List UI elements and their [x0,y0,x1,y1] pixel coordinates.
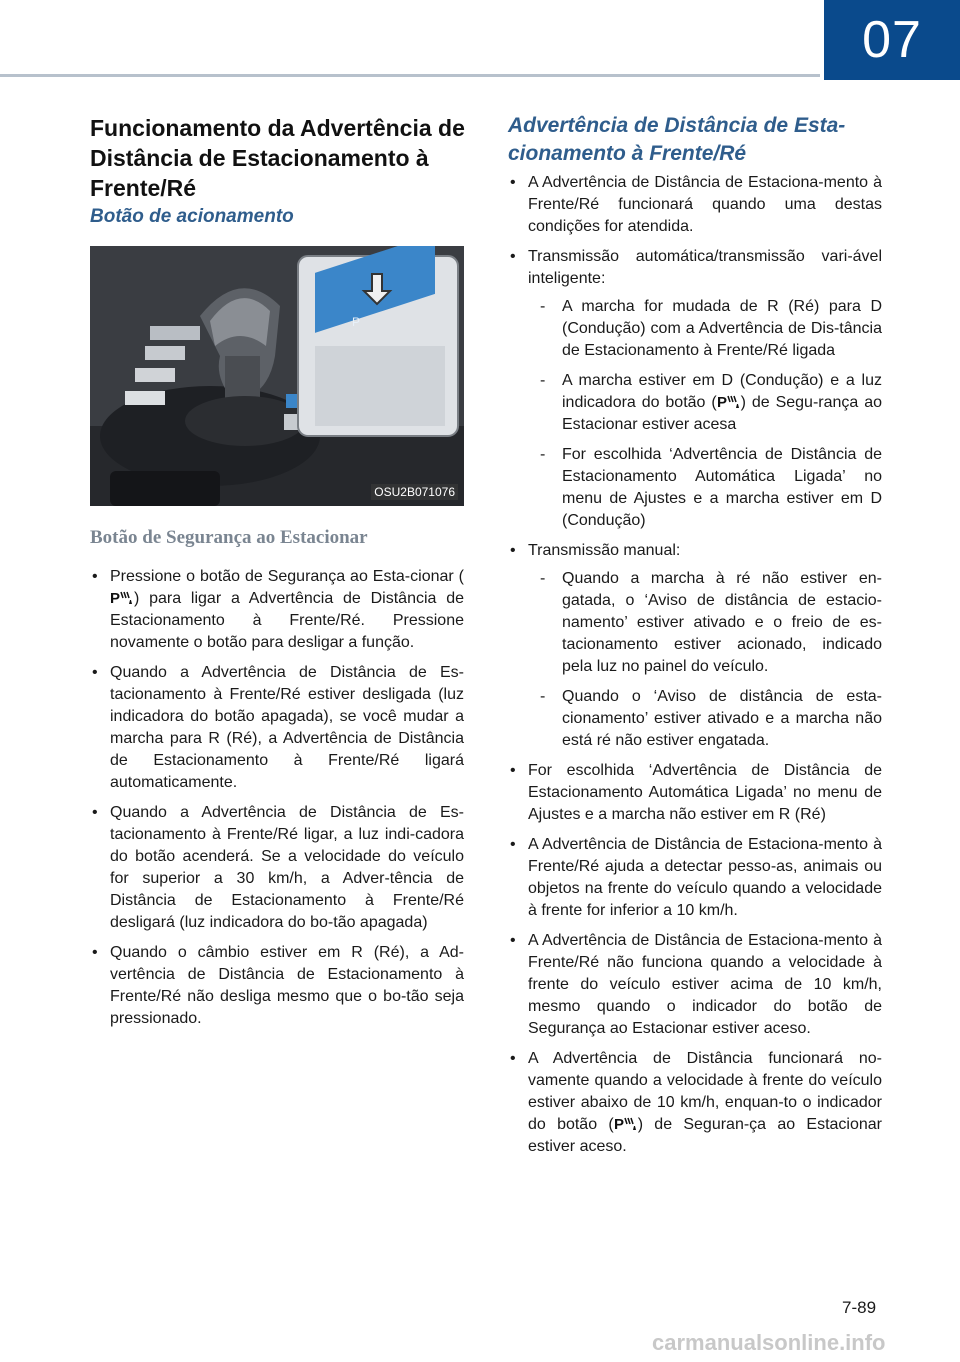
svg-text:P: P [613,1116,624,1131]
list-item: • Quando o câmbio estiver em R (Ré), a Ad-vertência de Distância de Estacionamento à Frente/Ré não desliga mesmo que o bo-tão seja pressionado. [92,944,464,1027]
safety-button-heading: Botão de Segurança ao Estacionar [90,527,368,548]
list-item: • A Advertência de Distância de Estaciona-mento à Frente/Ré não funciona quando a velocidade à frente do veículo estiver acima de 10 km/h, mesmo quando o indicador do botão de Segurança ao Estacionar estiver aceso. [510,932,882,1037]
sub-list-item: - A marcha estiver em D (Condução) e a luz indicadora do botão ( P ) de Segu-rança ao Estacionar estiver acesa [540,372,882,433]
parking-safety-icon [110,589,134,605]
svg-text:P: P [110,590,121,605]
list-item: • Quando a Advertência de Distância de Es-tacionamento à Frente/Ré estiver desligada (luz indicadora do botão apagada), se você mudar a marcha para R (Ré), a Advertência de Distância de Estacionamento à Frente/Ré ligará automaticamente. [92,664,464,791]
page-number: 7-89 [842,1298,877,1317]
section-title: Funcionamento da Advertência de Distância de Estacionamento à Frente/Ré [90,115,465,201]
list-item: • Transmissão automática/transmissão vari-ável inteligente: - A marcha for mudada de R (Ré) para D (Condução) com a Advertência de Dis-tância de Estacionamento à Frente/Ré ligada - A marcha estiver em D (Condução) e a luz indicadora do botão ( P ) de Segu-rança ao Estacionar estiver acesa - For escolhida ‘Advertência de Distância de Estacionamento Automática Ligada’ no menu de Ajustes e a marcha estiver em D (Condução) [508,246,882,532]
list-item: • For escolhida ‘Advertência de Distância de Estacionamento Automática Ligada’ no menu de Ajustes e a marcha não estiver em R (Ré) [510,762,882,823]
right-bullet-list [508,172,882,1166]
svg-text:P: P [352,315,361,329]
left-bullet-list [90,566,464,1038]
sub-list-item: - Quando a marcha à ré não estiver en-gatada, o ‘Aviso de distância de estacio-namento’ estiver ativado e o freio de es-tacionamento estiver acionado, indicado pela luz no painel do veículo. [540,570,882,675]
list-item: • Transmissão manual: - Quando a marcha à ré não estiver en-gatada, o ‘Aviso de distância de estacio-namento’ estiver ativado e o freio de es-tacionamento estiver acionado, indicado pela luz no painel do veículo. - Quando o ‘Aviso de distância de esta-cionamento’ estiver ativado e a marcha não está ré não estiver engatada. [508,540,882,752]
parking-safety-icon [614,1115,638,1131]
watermark: carmanualsonline.info [652,1330,886,1355]
chapter-number: 07 [862,11,922,69]
list-item: • Quando a Advertência de Distância de Es-tacionamento à Frente/Ré ligar, a luz indi-cadora do botão acenderá. Se a velocidade do veículo for superior a 30 km/h, a Adver-tência de Distância de Estacionamento à Frente/Ré desligará (luz indicadora do bo-tão apagada) [92,804,464,931]
sub-list [528,296,882,532]
console-illustration [90,246,464,506]
sub-list-item: - For escolhida ‘Advertência de Distância de Estacionamento Automática Ligada’ no menu de Ajustes e a marcha estiver em D (Condução) [540,446,882,529]
list-item: • A Advertência de Distância de Estaciona-mento à Frente/Ré funcionará quando uma destas condições for atendida. [510,174,882,235]
list-item: • Pressione o botão de Segurança ao Esta-cionar ( P ) para ligar a Advertência de Distância de Estacionamento à Frente/Ré. Pressione novamente o botão para desligar a função. [92,568,464,651]
sub-list [528,568,882,752]
right-section-title: Advertência de Distância de Esta-cionamento à Frente/Ré [508,114,846,165]
header-rule [0,74,820,77]
list-item: • A Advertência de Distância de Estaciona-mento à Frente/Ré ajuda a detectar pesso-as, animais ou objetos na frente do veículo quando a velocidade à frente for inferior a 10 km/h. [510,836,882,919]
figure-code: OSU2B071076 [371,484,458,500]
sub-list-item: - A marcha for mudada de R (Ré) para D (Condução) com a Advertência de Dis-tância de Estacionamento à Frente/Ré ligada [540,298,882,359]
chapter-tab [824,0,960,80]
button-location-photo [90,246,464,506]
sub-list-item: - Quando o ‘Aviso de distância de esta-cionamento’ estiver ativado e a marcha não está ré não estiver engatada. [540,688,882,749]
list-item: • A Advertência de Distância funcionará no-vamente quando a velocidade à frente do veículo estiver abaixo de 10 km/h, enquan-to o indicador do botão ( P ) de Seguran-ça ao Estacionar estiver aceso. [510,1050,882,1155]
svg-text:P: P [716,394,727,409]
parking-safety-icon [717,393,741,409]
subsection-title: Botão de acionamento [90,206,294,227]
